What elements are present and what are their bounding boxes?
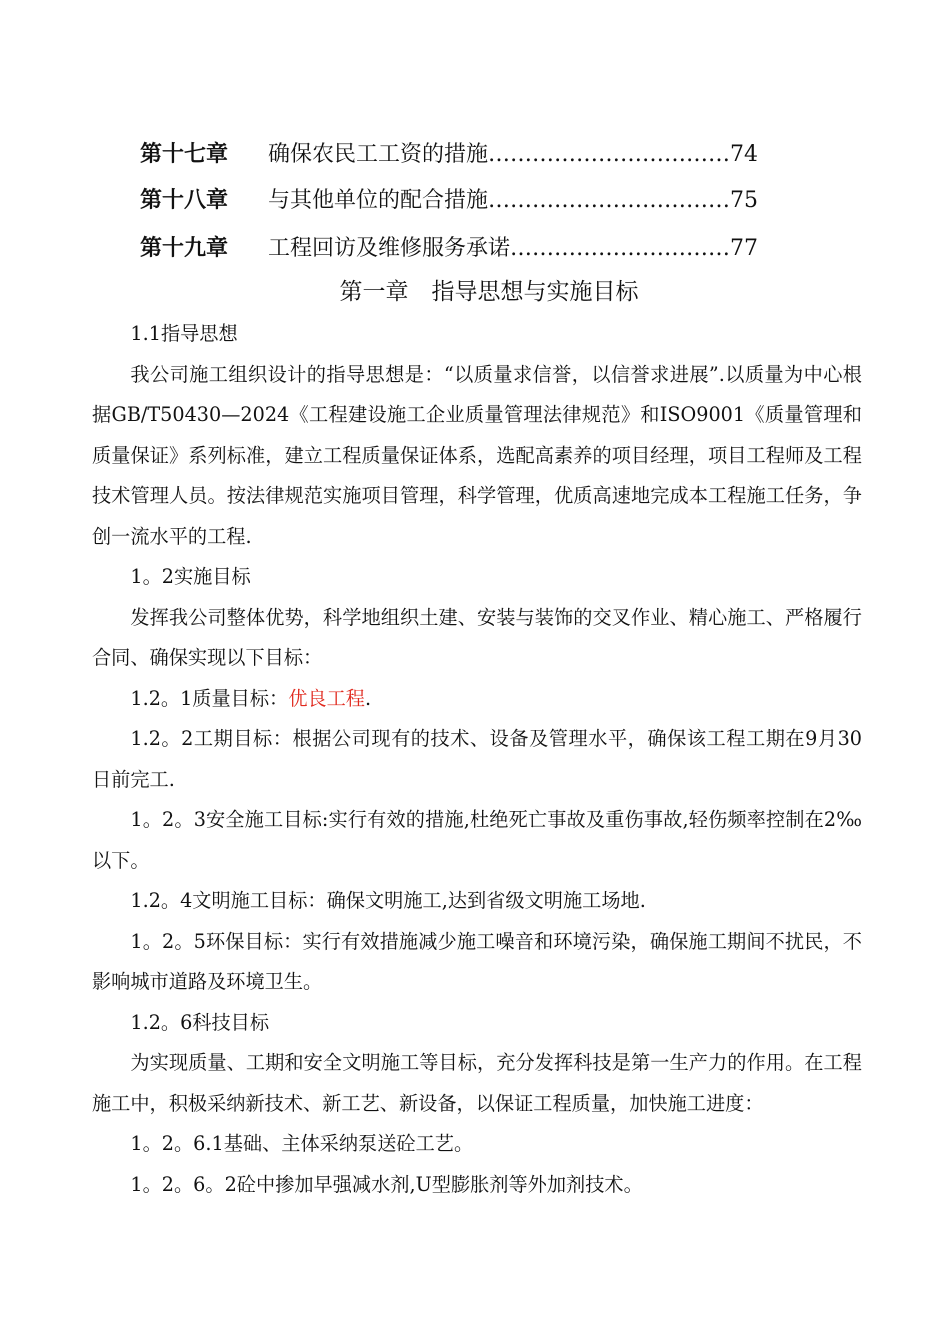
toc-entry-18 bbox=[140, 180, 840, 220]
section-heading-1-2: 1。2实施目标 bbox=[130, 565, 251, 588]
paragraph-guiding-principle: 我公司施工组织设计的指导思想是：“以质量求信誉，以信誉求进展”.以质量为中心根据GB/T50430—2024《工程建设施工企业质量管理法律规范》和ISO9001《质量管理和质量保证》系列标准，建立工程质量保证体系，选配高素养的项目经理，项目工程师及工程技术管理人员。按法律规范实施项目管理，科学管理，优质高速地完成本工程施工任务，争创一流水平的工程. bbox=[92, 362, 862, 548]
chapter-heading: 第一章 指导思想与实施目标 bbox=[339, 279, 639, 305]
toc-leader-dots: ………………………… bbox=[510, 236, 731, 261]
technology-item-2: 1。2。6。2砼中掺加早强减水剂,U型膨胀剂等外加剂技术。 bbox=[130, 1172, 643, 1196]
toc-page-number: 74 bbox=[730, 142, 759, 167]
toc-title: 与其他单位的配合措施 bbox=[268, 188, 489, 213]
quality-target-highlight: 优良工程 bbox=[288, 686, 365, 710]
quality-target-label: 1.2。1质量目标： bbox=[130, 686, 289, 710]
toc-page-number: 77 bbox=[730, 236, 759, 261]
section-heading-1-1: 1.1指导思想 bbox=[130, 322, 238, 345]
civilized-construction-target: 1.2。4文明施工目标：确保文明施工,达到省级文明施工场地. bbox=[130, 889, 646, 912]
quality-target bbox=[92, 679, 862, 720]
toc-title: 确保农民工工资的措施 bbox=[268, 142, 489, 167]
toc-leader-dots: …………………………… bbox=[488, 142, 731, 167]
paragraph-targets-intro: 发挥我公司整体优势，科学地组织土建、安装与装饰的交叉作业、精心施工、严格履行合同、确保实现以下目标： bbox=[92, 605, 862, 669]
toc-entry-19 bbox=[140, 228, 840, 268]
quality-target-suffix: . bbox=[365, 686, 372, 710]
technology-target-paragraph: 为实现质量、工期和安全文明施工等目标，充分发挥科技是第一生产力的作用。在工程施工中，积极采纳新技术、新工艺、新设备，以保证工程质量，加快施工进度： bbox=[92, 1051, 862, 1115]
toc-chapter-label: 第十七章 bbox=[140, 141, 229, 167]
environmental-target: 1。2。5环保目标：实行有效措施减少施工噪音和环境污染，确保施工期间不扰民，不影响城市道路及环境卫生。 bbox=[92, 929, 862, 993]
body-text bbox=[92, 314, 862, 1205]
toc-title: 工程回访及维修服务承诺 bbox=[268, 236, 511, 261]
toc-page-number: 75 bbox=[730, 188, 759, 213]
toc-leader-dots: …………………………… bbox=[488, 188, 731, 213]
technology-target-heading: 1.2。6科技目标 bbox=[130, 1010, 270, 1034]
toc-chapter-label: 第十八章 bbox=[140, 187, 229, 213]
safety-target: 1。2。3安全施工目标:实行有效的措施,杜绝死亡事故及重伤事故,轻伤频率控制在2‰以下。 bbox=[92, 808, 862, 872]
schedule-target: 1.2。2工期目标：根据公司现有的技术、设备及管理水平，确保该工程工期在9月30日前完工. bbox=[92, 727, 862, 791]
toc-entry-17 bbox=[140, 134, 840, 174]
toc-chapter-label: 第十九章 bbox=[140, 235, 229, 261]
technology-item-1: 1。2。6.1基础、主体采纳泵送砼工艺。 bbox=[130, 1132, 474, 1155]
